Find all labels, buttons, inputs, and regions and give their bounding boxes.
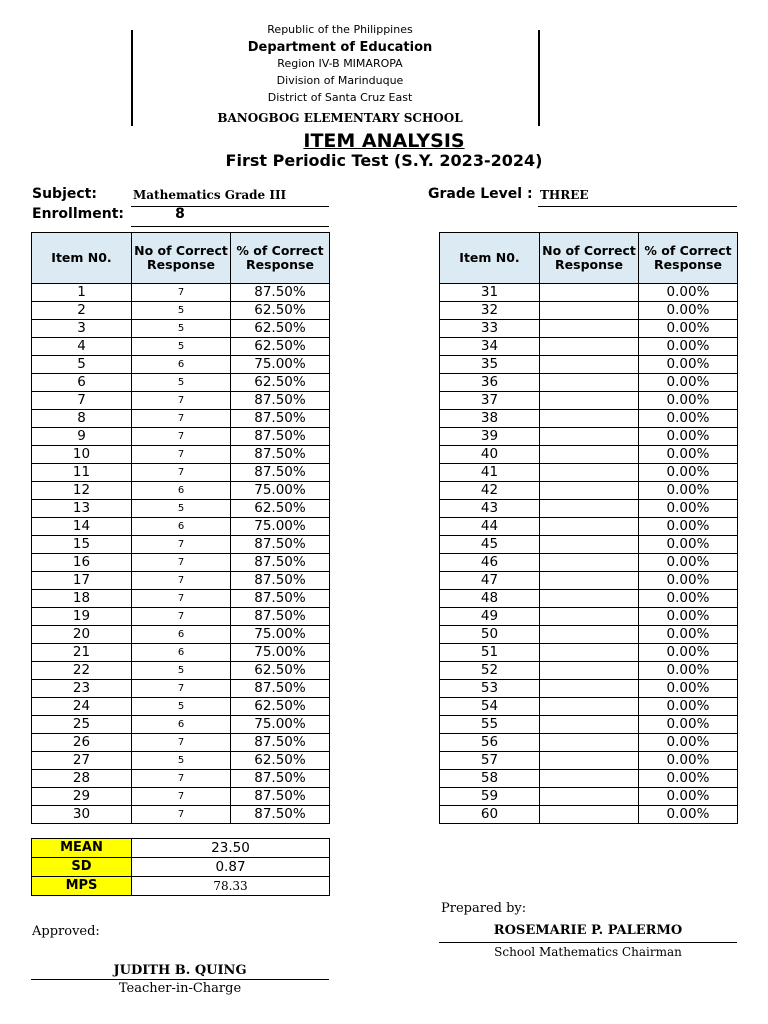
item-number-cell: 12 — [32, 482, 132, 500]
percent-correct-cell: 87.50% — [231, 428, 330, 446]
approver-signature-line — [31, 979, 329, 980]
percent-correct-cell: 62.50% — [231, 374, 330, 392]
correct-count-cell — [540, 644, 639, 662]
table-row — [32, 806, 330, 824]
correct-count-cell: 7 — [132, 572, 231, 590]
item-number-cell: 6 — [32, 374, 132, 392]
table-row — [32, 482, 330, 500]
correct-count-cell — [540, 698, 639, 716]
table-row — [440, 716, 738, 734]
correct-count-cell: 5 — [132, 698, 231, 716]
correct-count-cell — [540, 626, 639, 644]
percent-correct-cell: 0.00% — [639, 590, 738, 608]
percent-correct-cell: 0.00% — [639, 302, 738, 320]
correct-count-cell — [540, 374, 639, 392]
item-number-cell: 3 — [32, 320, 132, 338]
item-number-cell: 38 — [440, 410, 540, 428]
percent-correct-cell: 87.50% — [231, 446, 330, 464]
table-row — [32, 320, 330, 338]
table-row — [440, 518, 738, 536]
correct-count-cell — [540, 428, 639, 446]
correct-count-cell: 6 — [132, 482, 231, 500]
table-row — [32, 374, 330, 392]
table-row — [440, 698, 738, 716]
item-number-cell: 40 — [440, 446, 540, 464]
enrollment-label: Enrollment: — [32, 206, 124, 222]
table-row — [440, 680, 738, 698]
table-row — [440, 572, 738, 590]
table-row — [440, 338, 738, 356]
item-number-cell: 48 — [440, 590, 540, 608]
item-number-cell: 21 — [32, 644, 132, 662]
correct-count-cell: 7 — [132, 536, 231, 554]
item-number-cell: 15 — [32, 536, 132, 554]
percent-correct-cell: 0.00% — [639, 410, 738, 428]
table-row — [32, 500, 330, 518]
percent-correct-cell: 87.50% — [231, 770, 330, 788]
percent-correct-cell: 0.00% — [639, 662, 738, 680]
percent-correct-cell: 0.00% — [639, 680, 738, 698]
correct-count-cell: 7 — [132, 788, 231, 806]
sd-value: 0.87 — [132, 858, 330, 877]
item-number-cell: 31 — [440, 284, 540, 302]
table-row — [440, 536, 738, 554]
correct-count-cell: 7 — [132, 590, 231, 608]
item-no-header: Item N0. — [440, 233, 540, 284]
table-row — [32, 446, 330, 464]
table-row — [440, 626, 738, 644]
percent-correct-cell: 75.00% — [231, 482, 330, 500]
correct-count-cell — [540, 716, 639, 734]
correct-count-cell — [540, 482, 639, 500]
correct-count-cell — [540, 410, 639, 428]
item-number-cell: 34 — [440, 338, 540, 356]
correct-count-cell: 5 — [132, 752, 231, 770]
correct-count-cell — [540, 356, 639, 374]
table-row — [32, 518, 330, 536]
table-row — [32, 356, 330, 374]
table-row — [440, 554, 738, 572]
republic-line: Republic of the Philippines — [267, 23, 413, 36]
percent-correct-cell: 0.00% — [639, 482, 738, 500]
percent-correct-cell: 62.50% — [231, 752, 330, 770]
correct-count-cell — [540, 302, 639, 320]
correct-count-cell: 6 — [132, 626, 231, 644]
correct-count-cell — [540, 572, 639, 590]
table-row — [32, 662, 330, 680]
percent-correct-cell: 62.50% — [231, 320, 330, 338]
document-subtitle: First Periodic Test (S.Y. 2023-2024) — [225, 151, 543, 170]
item-number-cell: 42 — [440, 482, 540, 500]
percent-correct-cell: 0.00% — [639, 626, 738, 644]
table-row — [32, 734, 330, 752]
item-number-cell: 18 — [32, 590, 132, 608]
department-line: Department of Education — [247, 40, 433, 55]
approver-title: Teacher-in-Charge — [118, 981, 242, 996]
percent-correct-cell: 62.50% — [231, 500, 330, 518]
item-number-cell: 50 — [440, 626, 540, 644]
correct-count-cell: 5 — [132, 302, 231, 320]
item-number-cell: 20 — [32, 626, 132, 644]
percent-correct-cell: 87.50% — [231, 392, 330, 410]
item-number-cell: 46 — [440, 554, 540, 572]
table-row — [32, 770, 330, 788]
item-number-cell: 55 — [440, 716, 540, 734]
item-number-cell: 29 — [32, 788, 132, 806]
percent-correct-cell: 0.00% — [639, 320, 738, 338]
table-row — [440, 608, 738, 626]
item-number-cell: 60 — [440, 806, 540, 824]
correct-count-cell — [540, 734, 639, 752]
preparer-name: ROSEMARIE P. PALERMO — [493, 923, 683, 938]
correct-count-cell: 5 — [132, 662, 231, 680]
mps-label: MPS — [32, 877, 132, 896]
percent-correct-cell: 87.50% — [231, 788, 330, 806]
correct-count-cell: 7 — [132, 392, 231, 410]
percent-correct-cell: 0.00% — [639, 500, 738, 518]
table-row — [440, 806, 738, 824]
item-table-left-body — [32, 284, 330, 824]
item-number-cell: 2 — [32, 302, 132, 320]
correct-count-cell: 7 — [132, 410, 231, 428]
mean-row — [32, 839, 330, 858]
table-row — [32, 464, 330, 482]
correct-count-cell — [540, 536, 639, 554]
correct-count-cell: 7 — [132, 284, 231, 302]
correct-count-cell: 7 — [132, 446, 231, 464]
item-number-cell: 57 — [440, 752, 540, 770]
table-row — [440, 464, 738, 482]
item-number-cell: 37 — [440, 392, 540, 410]
percent-correct-cell: 87.50% — [231, 734, 330, 752]
item-number-cell: 13 — [32, 500, 132, 518]
sd-label: SD — [32, 858, 132, 877]
prepared-by-label: Prepared by: — [441, 901, 527, 916]
percent-correct-cell: 0.00% — [639, 716, 738, 734]
correct-count-cell: 6 — [132, 356, 231, 374]
table-row — [440, 500, 738, 518]
mps-value: 78.33 — [132, 877, 330, 896]
preparer-signature-line — [439, 942, 737, 943]
item-number-cell: 47 — [440, 572, 540, 590]
item-number-cell: 44 — [440, 518, 540, 536]
table-row — [32, 608, 330, 626]
item-number-cell: 19 — [32, 608, 132, 626]
table-row — [32, 302, 330, 320]
approved-label: Approved: — [32, 924, 100, 939]
percent-correct-cell: 0.00% — [639, 806, 738, 824]
subject-label: Subject: — [32, 186, 97, 202]
header-left-rule — [131, 30, 133, 126]
table-row — [440, 662, 738, 680]
percent-correct-cell: 75.00% — [231, 356, 330, 374]
table-row — [440, 284, 738, 302]
item-number-cell: 36 — [440, 374, 540, 392]
percent-correct-cell: 75.00% — [231, 716, 330, 734]
item-number-cell: 45 — [440, 536, 540, 554]
table-row — [440, 392, 738, 410]
item-number-cell: 11 — [32, 464, 132, 482]
grade-level-label: Grade Level : — [428, 186, 533, 202]
percent-correct-cell: 0.00% — [639, 734, 738, 752]
correct-count-cell — [540, 284, 639, 302]
approver-name: JUDITH B. QUING — [113, 963, 247, 978]
percent-correct-cell: 87.50% — [231, 572, 330, 590]
percent-correct-cell: 62.50% — [231, 338, 330, 356]
percent-correct-cell: 0.00% — [639, 428, 738, 446]
percent-correct-cell: 0.00% — [639, 392, 738, 410]
table-row — [32, 410, 330, 428]
item-number-cell: 32 — [440, 302, 540, 320]
preparer-title: School Mathematics Chairman — [494, 945, 682, 959]
correct-count-cell — [540, 518, 639, 536]
item-number-cell: 35 — [440, 356, 540, 374]
table-row — [32, 428, 330, 446]
table-row — [440, 770, 738, 788]
school-name: BANOGBOG ELEMENTARY SCHOOL — [217, 111, 463, 125]
percent-correct-cell: 0.00% — [639, 770, 738, 788]
correct-count-cell: 7 — [132, 734, 231, 752]
correct-count-cell: 5 — [132, 338, 231, 356]
table-row — [440, 752, 738, 770]
table-row — [32, 572, 330, 590]
table-row — [440, 374, 738, 392]
correct-count-cell — [540, 446, 639, 464]
percent-correct-cell: 87.50% — [231, 536, 330, 554]
item-number-cell: 22 — [32, 662, 132, 680]
percent-correct-cell: 0.00% — [639, 464, 738, 482]
division-line: Division of Marinduque — [276, 74, 404, 87]
item-number-cell: 1 — [32, 284, 132, 302]
subject-value: Mathematics Grade III — [133, 188, 287, 202]
statistics-table — [31, 838, 330, 896]
table-row — [440, 734, 738, 752]
correct-count-header: No of Correct Response — [132, 233, 231, 284]
table-row — [32, 626, 330, 644]
mean-value: 23.50 — [132, 839, 330, 858]
item-number-cell: 39 — [440, 428, 540, 446]
percent-correct-cell: 87.50% — [231, 554, 330, 572]
table-row — [32, 338, 330, 356]
table-row — [32, 752, 330, 770]
item-number-cell: 23 — [32, 680, 132, 698]
correct-count-cell — [540, 752, 639, 770]
item-number-cell: 43 — [440, 500, 540, 518]
item-number-cell: 17 — [32, 572, 132, 590]
item-number-cell: 25 — [32, 716, 132, 734]
table-row — [440, 446, 738, 464]
percent-correct-cell: 62.50% — [231, 302, 330, 320]
table-row — [32, 590, 330, 608]
percent-correct-cell: 0.00% — [639, 518, 738, 536]
item-number-cell: 8 — [32, 410, 132, 428]
grade-level-underline — [538, 206, 737, 207]
correct-count-cell — [540, 788, 639, 806]
item-number-cell: 5 — [32, 356, 132, 374]
correct-count-cell: 7 — [132, 608, 231, 626]
item-number-cell: 30 — [32, 806, 132, 824]
item-number-cell: 51 — [440, 644, 540, 662]
table-row — [32, 284, 330, 302]
percent-correct-cell: 0.00% — [639, 788, 738, 806]
correct-count-cell: 6 — [132, 716, 231, 734]
percent-correct-cell: 87.50% — [231, 608, 330, 626]
percent-correct-cell: 87.50% — [231, 590, 330, 608]
correct-count-cell — [540, 500, 639, 518]
correct-count-cell: 5 — [132, 320, 231, 338]
item-number-cell: 58 — [440, 770, 540, 788]
correct-count-cell: 7 — [132, 806, 231, 824]
table-row — [32, 536, 330, 554]
percent-correct-cell: 87.50% — [231, 284, 330, 302]
correct-count-cell — [540, 662, 639, 680]
percent-correct-cell: 87.50% — [231, 806, 330, 824]
grade-level-value: THREE — [540, 188, 589, 202]
item-no-header: Item N0. — [32, 233, 132, 284]
item-number-cell: 28 — [32, 770, 132, 788]
percent-correct-cell: 87.50% — [231, 464, 330, 482]
table-row — [32, 788, 330, 806]
item-table-left — [31, 232, 330, 824]
percent-correct-cell: 0.00% — [639, 338, 738, 356]
percent-correct-cell: 0.00% — [639, 284, 738, 302]
correct-count-cell — [540, 320, 639, 338]
item-number-cell: 24 — [32, 698, 132, 716]
correct-count-cell — [540, 770, 639, 788]
table-row — [440, 644, 738, 662]
percent-correct-cell: 0.00% — [639, 554, 738, 572]
percent-correct-cell: 0.00% — [639, 572, 738, 590]
percent-correct-cell: 75.00% — [231, 626, 330, 644]
percent-correct-cell: 87.50% — [231, 680, 330, 698]
percent-correct-cell: 0.00% — [639, 374, 738, 392]
correct-count-cell — [540, 392, 639, 410]
item-number-cell: 56 — [440, 734, 540, 752]
percent-correct-cell: 0.00% — [639, 752, 738, 770]
table-row — [440, 428, 738, 446]
table-row — [32, 716, 330, 734]
percent-correct-cell: 0.00% — [639, 536, 738, 554]
percent-correct-cell: 0.00% — [639, 644, 738, 662]
correct-count-cell: 6 — [132, 518, 231, 536]
correct-count-header: No of Correct Response — [540, 233, 639, 284]
correct-count-cell: 7 — [132, 680, 231, 698]
correct-count-cell: 7 — [132, 428, 231, 446]
percent-correct-cell: 62.50% — [231, 662, 330, 680]
table-row — [32, 392, 330, 410]
item-table-right-body — [440, 284, 738, 824]
percent-correct-cell: 0.00% — [639, 446, 738, 464]
item-number-cell: 33 — [440, 320, 540, 338]
item-number-cell: 14 — [32, 518, 132, 536]
percent-correct-cell: 0.00% — [639, 608, 738, 626]
district-line: District of Santa Cruz East — [267, 91, 413, 104]
percent-correct-cell: 75.00% — [231, 518, 330, 536]
item-number-cell: 52 — [440, 662, 540, 680]
item-number-cell: 26 — [32, 734, 132, 752]
correct-count-cell: 6 — [132, 644, 231, 662]
correct-count-cell: 7 — [132, 554, 231, 572]
sd-row — [32, 858, 330, 877]
percent-correct-cell: 0.00% — [639, 698, 738, 716]
table-row — [32, 554, 330, 572]
table-row — [440, 482, 738, 500]
correct-count-cell: 7 — [132, 464, 231, 482]
item-number-cell: 54 — [440, 698, 540, 716]
correct-count-cell — [540, 338, 639, 356]
correct-count-cell: 5 — [132, 500, 231, 518]
percent-correct-cell: 87.50% — [231, 410, 330, 428]
item-number-cell: 9 — [32, 428, 132, 446]
table-row — [440, 302, 738, 320]
item-table-right — [439, 232, 738, 824]
correct-count-cell — [540, 680, 639, 698]
percent-correct-header: % of Correct Response — [231, 233, 330, 284]
mps-row — [32, 877, 330, 896]
table-row — [440, 320, 738, 338]
item-number-cell: 4 — [32, 338, 132, 356]
percent-correct-cell: 62.50% — [231, 698, 330, 716]
correct-count-cell: 7 — [132, 770, 231, 788]
percent-correct-cell: 75.00% — [231, 644, 330, 662]
correct-count-cell — [540, 590, 639, 608]
correct-count-cell: 5 — [132, 374, 231, 392]
mean-label: MEAN — [32, 839, 132, 858]
percent-correct-cell: 0.00% — [639, 356, 738, 374]
table-row — [32, 698, 330, 716]
table-row — [32, 680, 330, 698]
document-title: ITEM ANALYSIS — [303, 130, 465, 152]
item-number-cell: 59 — [440, 788, 540, 806]
item-number-cell: 41 — [440, 464, 540, 482]
enrollment-value: 8 — [175, 206, 185, 222]
item-number-cell: 27 — [32, 752, 132, 770]
item-number-cell: 49 — [440, 608, 540, 626]
enrollment-underline — [131, 226, 329, 227]
table-row — [440, 788, 738, 806]
item-number-cell: 7 — [32, 392, 132, 410]
correct-count-cell — [540, 464, 639, 482]
table-row — [440, 356, 738, 374]
correct-count-cell — [540, 806, 639, 824]
percent-correct-header: % of Correct Response — [639, 233, 738, 284]
item-number-cell: 53 — [440, 680, 540, 698]
table-row — [440, 410, 738, 428]
region-line: Region IV-B MIMAROPA — [277, 57, 403, 70]
table-row — [32, 644, 330, 662]
correct-count-cell — [540, 554, 639, 572]
table-row — [440, 590, 738, 608]
correct-count-cell — [540, 608, 639, 626]
item-number-cell: 16 — [32, 554, 132, 572]
item-number-cell: 10 — [32, 446, 132, 464]
